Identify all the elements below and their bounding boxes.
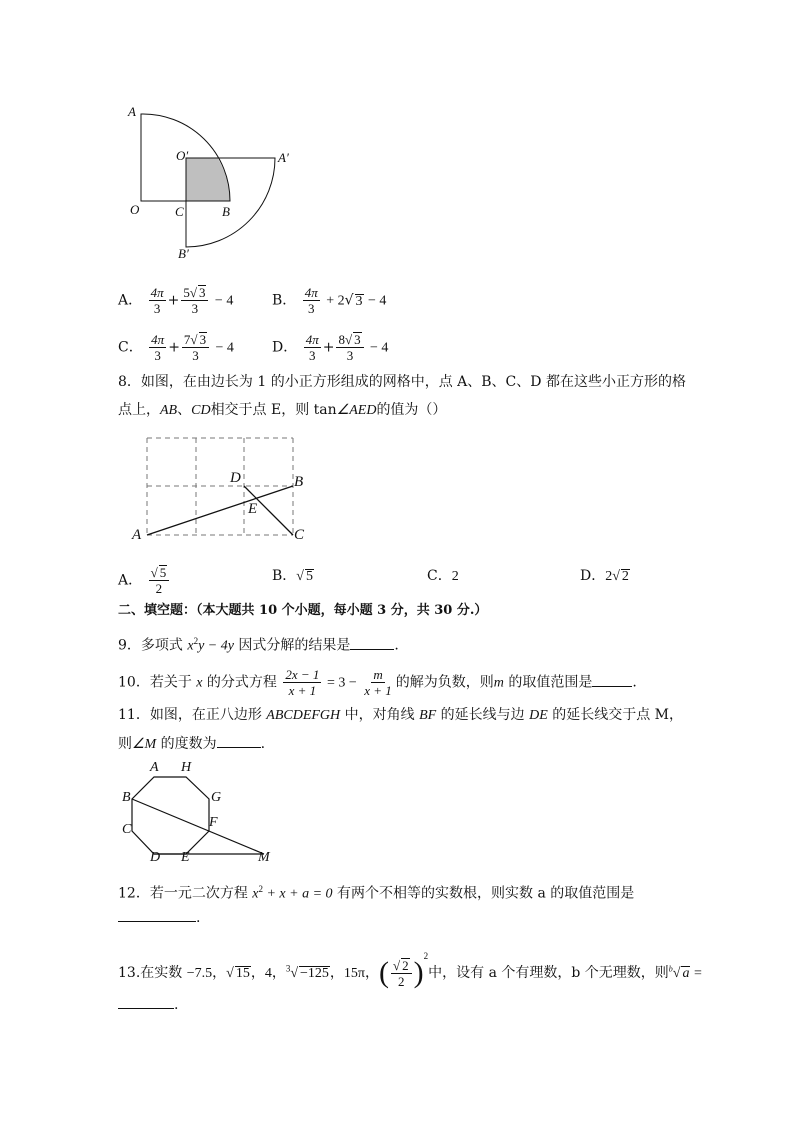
q7-option-d[interactable]: D． $\frac{4\pi}{3}$ + $\frac{8√ 3}{3}$ − 4 [272,332,389,363]
q8-grid-figure [140,432,305,542]
label-A-prime: A′ [278,150,289,165]
q11-label-H: H [181,760,192,775]
q8-label-A: A [132,527,142,543]
q8-line2: 点上，AB、CD相交于点 E，则 tan∠AED的值为（） [118,402,447,418]
q7-figure [120,100,310,270]
q12-answer-blank[interactable] [118,907,196,922]
q12-text: 12．若一元二次方程 $x^2 + x + a = 0$ 有两个不相等的实数根，则实数 a 的取值范围是 [118,884,635,902]
segment-ab [147,486,293,535]
q11-octagon-figure [120,760,280,870]
q8-label-B: B [294,474,304,490]
q9-answer-blank[interactable] [350,635,394,650]
q11-label-A: A [150,760,159,775]
q11-label-M: M [258,850,270,865]
q9-text: 9．多项式 $x^2y - 4y$ 因式分解的结果是 . [118,636,399,654]
q13-answer-blank[interactable] [118,994,174,1009]
q11-label-C: C [122,822,132,837]
q8-label-D: D [230,470,241,486]
q11-answer-blank[interactable] [217,733,261,748]
q8-label-E: E [248,501,258,517]
q7-option-c[interactable]: C． $\frac{4\pi}{3}$ + $\frac{7√ 3}{3}$ − 4 [118,332,234,363]
label-C: C [175,204,184,219]
q13-answer-line: . [118,994,178,1015]
q8-line1: 8．如图，在由边长为 1 的小正方形组成的网格中，点 A、B、C、D 都在这些小正方形的格 [118,374,686,390]
q11-line1: 11．如图，在正八边形 ABCDEFGH 中，对角线 BF 的延长线与边 DE 的延长线交于点 M， [118,707,683,723]
q8-option-d[interactable]: D．2√ 2 [580,568,629,584]
q11-label-B: B [122,790,131,805]
q11-label-E: E [181,850,190,865]
q11-label-F: F [209,815,218,830]
q11-line2: 则∠M 的度数为 . [118,733,265,755]
q7-option-a[interactable]: A． $\frac{4\pi}{3}$ + $\frac{5√ 3}{3}$ − 4 [118,285,234,316]
q8-label-C: C [294,527,305,543]
shaded-region [186,158,230,201]
label-O-prime: O′ [176,148,189,163]
label-B-prime: B′ [178,246,189,261]
q11-label-G: G [211,790,222,805]
q8-option-a[interactable]: A． $\frac{√ 5}{2}$ [118,565,171,596]
diagonal-bf-extended [132,799,264,854]
q13-text: 13.在实数 −7.5，√ 15，4，$^3$√ −125，15π，( $\frac{√ 2}{2}$ )$^2$中，设有 a 个有理数，b 个无理数，则$^b$√ a = [118,951,702,989]
label-O: O [130,202,140,217]
q10-answer-blank[interactable] [592,672,632,687]
section-heading: 二、填空题：（本大题共 10 个小题，每小题 3 分，共 30 分.） [118,603,488,618]
label-A: A [128,104,136,119]
q7-option-b[interactable]: B． $\frac{4\pi}{3}$ + 2√ 3 − 4 [272,285,387,316]
q11-label-D: D [150,850,161,865]
q8-option-b[interactable]: B．√ 5 [272,568,313,584]
q8-option-c[interactable]: C．2 [427,568,459,584]
label-B: B [222,204,230,219]
q10-text: 10．若关于 x 的分式方程 $\frac{2x - 1}{x + 1}$ = 3 − $\frac{m}{x + 1}$ 的解为负数，则m 的取值范围是 . [118,667,637,698]
q12-answer-line: . [118,907,200,928]
